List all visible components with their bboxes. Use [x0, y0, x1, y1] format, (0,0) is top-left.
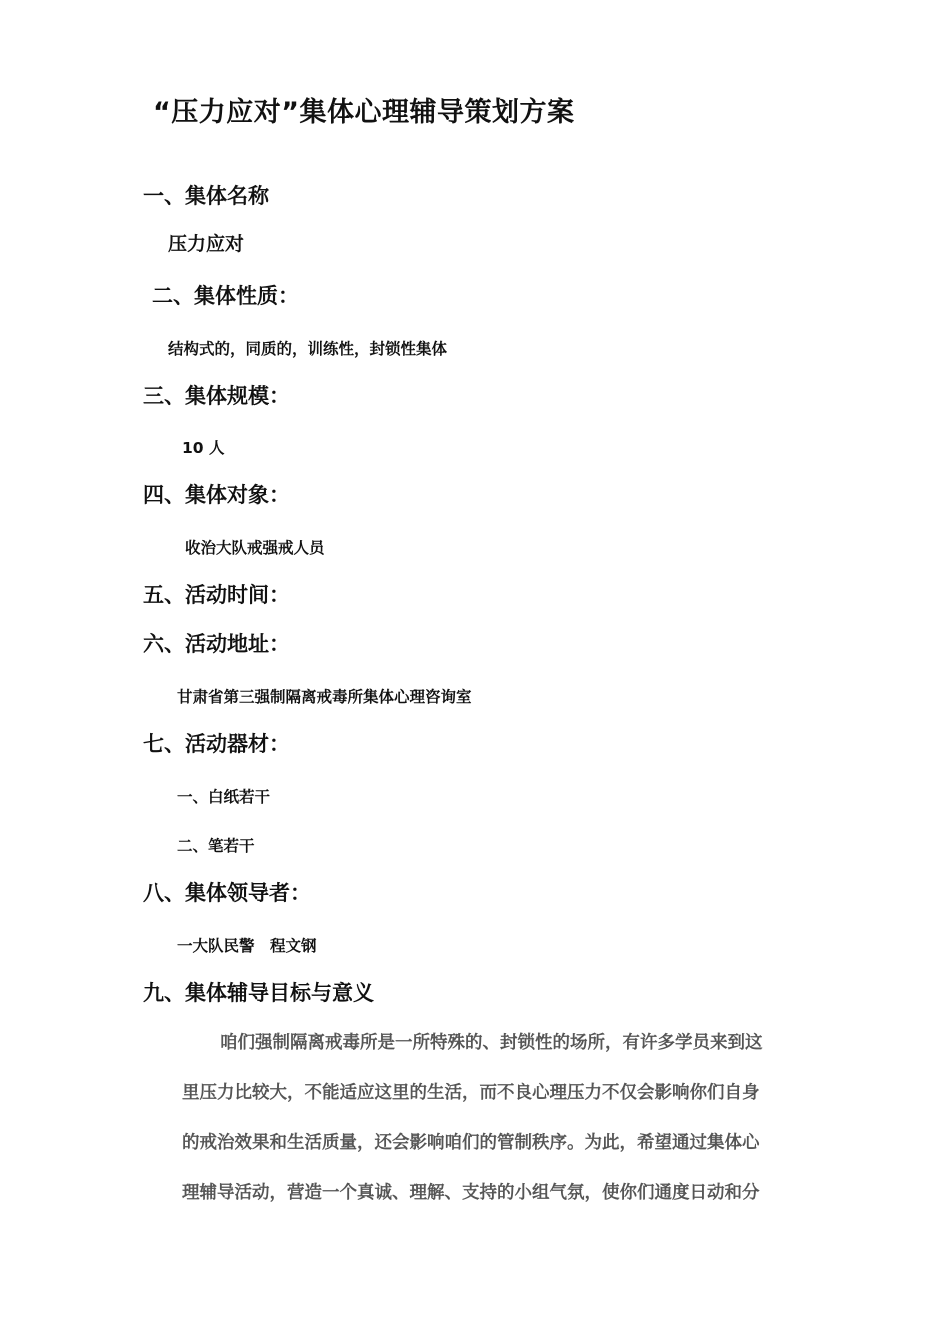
group-name-value: 压力应对: [168, 233, 245, 255]
section-5-heading: 五、活动时间：: [143, 583, 290, 607]
equipment-item: 一、白纸若干: [177, 788, 271, 806]
document-title: “压力应对”集体心理辅导策划方案: [153, 97, 575, 128]
section-3-heading: 三、集体规模：: [143, 384, 290, 408]
section-6-heading: 六、活动地址：: [143, 632, 290, 656]
paragraph-line: 理辅导活动，营造一个真诚、理解、支持的小组气氛，使你们通度日动和分: [182, 1183, 760, 1203]
paragraph-line: 咱们强制隔离戒毒所是一所特殊的、封锁性的场所，有许多学员来到这: [220, 1033, 763, 1053]
group-size-value: 10 人: [182, 439, 225, 457]
group-target-value: 收治大队戒强戒人员: [185, 539, 325, 557]
activity-location-value: 甘肃省第三强制隔离戒毒所集体心理咨询室: [177, 688, 472, 706]
equipment-item: 二、笔若干: [177, 837, 255, 855]
section-8-heading: 八、集体领导者：: [143, 881, 311, 905]
goal-paragraph: [182, 1026, 822, 1226]
group-nature-value: 结构式的，同质的，训练性，封锁性集体: [168, 340, 448, 358]
section-7-heading: 七、活动器材：: [143, 732, 290, 756]
section-9-heading: 九、集体辅导目标与意义: [143, 981, 374, 1005]
paragraph-line: 的戒治效果和生活质量，还会影响咱们的管制秩序。为此，希望通过集体心: [182, 1133, 760, 1153]
section-1-heading: 一、集体名称: [143, 184, 269, 208]
section-2-heading: 二、集体性质：: [152, 284, 299, 308]
section-4-heading: 四、集体对象：: [143, 483, 290, 507]
group-leader-value: 一大队民警 程文钢: [177, 937, 317, 955]
paragraph-line: 里压力比较大，不能适应这里的生活，而不良心理压力不仅会影响你们自身: [182, 1083, 760, 1103]
